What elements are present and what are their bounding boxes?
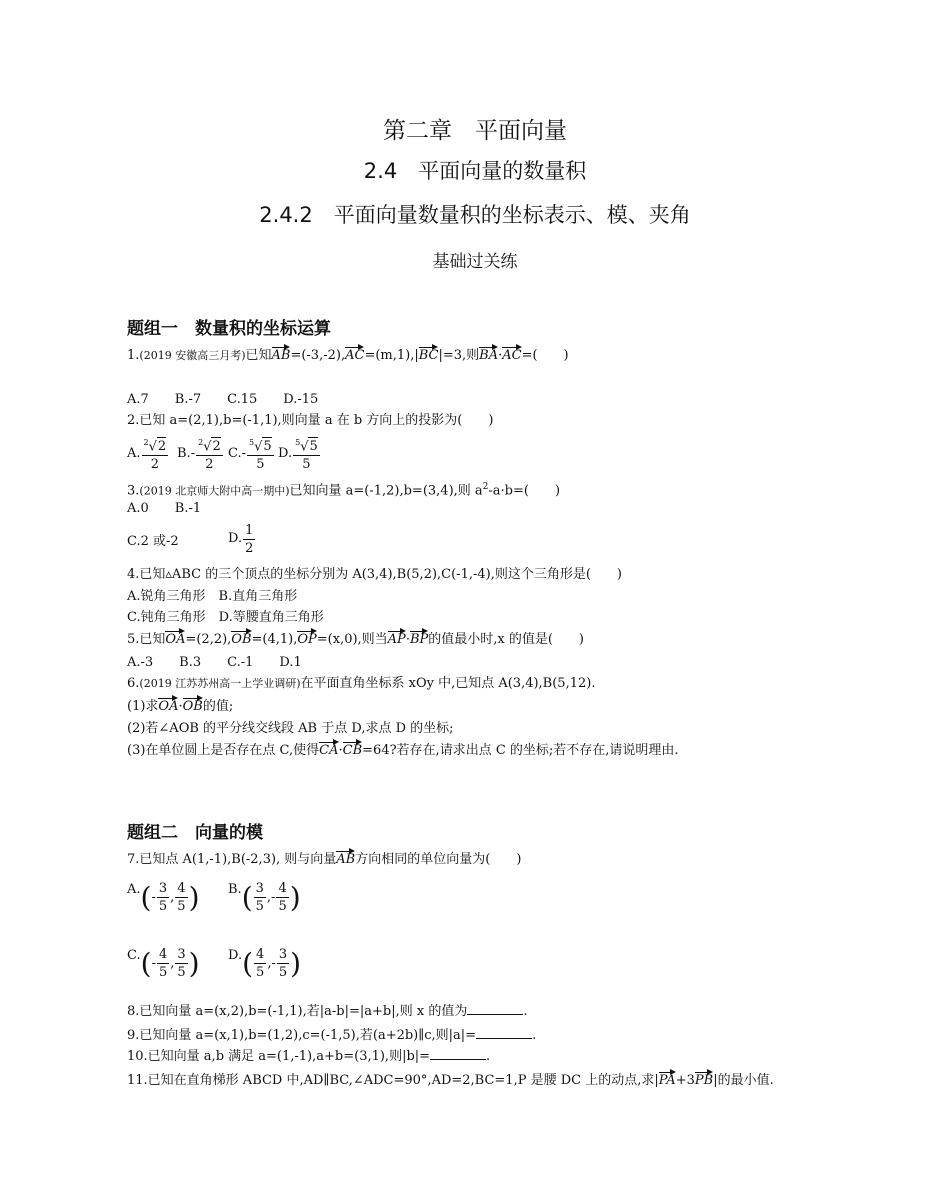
answer-blank[interactable]	[476, 1026, 532, 1039]
numerator: 4	[158, 947, 168, 962]
fraction	[254, 946, 266, 981]
numerator: 3	[255, 881, 264, 896]
denominator: 5	[278, 965, 288, 980]
q3-options-cd	[127, 522, 327, 564]
q3-text: -a·b=( )	[488, 483, 561, 499]
q7-option-c: C. ( - $\frac{4}{5}$ , $\frac{3}{5}$ )	[127, 946, 200, 980]
q1-text: =(m,1),|	[364, 348, 419, 363]
q1-text: =( )	[521, 348, 569, 363]
q1-number: 1.	[127, 348, 140, 363]
fraction	[175, 946, 187, 981]
denominator: 5	[256, 457, 265, 473]
numerator: 4	[256, 947, 265, 962]
option-sign: -	[241, 446, 247, 461]
radical-index: 5	[249, 438, 255, 447]
radicand: 5	[263, 439, 272, 455]
denominator: 5	[278, 899, 287, 914]
numerator: 3	[177, 947, 186, 962]
radicand: 2	[157, 439, 167, 455]
q2-option-c	[228, 434, 275, 473]
group2-title: 题组二 向量的模	[127, 823, 263, 843]
option-label: C.	[228, 446, 242, 461]
q1-options: A.7 B.-7 C.15 D.-15	[127, 392, 319, 407]
denominator: 5	[302, 457, 311, 473]
fraction	[157, 880, 169, 915]
q10-text: 10.已知向量 a,b 满足 a=(1,-1),a+b=(3,1),则|b|=	[127, 1049, 431, 1064]
q3-options-ab: A.0 B.-1	[127, 501, 202, 516]
vector-op: OP	[297, 628, 316, 648]
q3-number: 3.	[127, 483, 140, 499]
q10-text: .	[486, 1049, 491, 1064]
question-1	[127, 344, 569, 366]
numerator: 3	[158, 881, 168, 896]
denominator: 5	[158, 965, 168, 980]
dot-operator: ·	[178, 699, 183, 714]
q9-text: .	[532, 1028, 537, 1043]
group1-title: 题组一 数量积的坐标运算	[127, 319, 331, 339]
question-6	[127, 674, 595, 694]
chapter-title: 第二章 平面向量	[383, 118, 567, 144]
q3-superscript: 2	[482, 482, 489, 492]
question-11	[127, 1069, 774, 1091]
radical-index: 2	[143, 438, 149, 447]
question-10	[127, 1047, 490, 1067]
denominator: 5	[177, 899, 186, 914]
denominator: 2	[245, 541, 254, 556]
q6-part-1	[127, 695, 233, 717]
q5-text: 的值最小时,x 的值是( )	[428, 632, 585, 647]
comma: ,	[170, 890, 175, 905]
vector-ob: OB	[183, 695, 203, 715]
numerator: 4	[177, 881, 186, 896]
q7-options	[127, 880, 387, 990]
vector-ac: AC	[345, 344, 364, 364]
vector-ba: BA	[479, 344, 498, 364]
vector-pa: PA	[659, 1069, 676, 1089]
q3-text: 已知向量 a=(-1,2),b=(3,4),则 a	[289, 483, 483, 499]
q6-part-2: (2)若∠AOB 的平分线交线段 AB 于点 D,求点 D 的坐标;	[127, 721, 454, 736]
vector-oa: OA	[165, 628, 185, 648]
option-sign: -	[190, 446, 196, 461]
radicand: 5	[309, 439, 318, 455]
question-5	[127, 628, 584, 650]
q1-text: =(-3,-2),	[290, 348, 346, 363]
vector-ob: OB	[231, 628, 251, 648]
vector-ap: AP	[388, 628, 406, 648]
q6-3-text: (3)在单位圆上是否存在点 C,使得	[127, 743, 320, 758]
dot-operator: ·	[338, 743, 343, 758]
vector-ab: AB	[336, 848, 355, 868]
q3-option-c: C.2 或-2	[127, 534, 179, 549]
fraction: $\frac{^2√2}{2}$	[142, 434, 169, 473]
option-label: A.	[127, 882, 141, 897]
option-label: D.	[278, 446, 293, 461]
fraction: $\frac{^5√5}{5}$	[247, 434, 274, 473]
question-2: 2.已知 a=(2,1),b=(-1,1),则向量 a 在 b 方向上的投影为( )	[127, 413, 494, 428]
fraction: $\frac{^2√2}{2}$	[196, 434, 223, 473]
fraction	[175, 880, 187, 915]
vector-ac: AC	[502, 344, 521, 364]
fraction	[243, 522, 255, 557]
radical-index: 5	[295, 438, 301, 447]
sign: -	[151, 956, 156, 971]
fraction: $\frac{^5√5}{5}$	[293, 434, 320, 473]
option-label: D.	[228, 948, 243, 963]
dot-operator: ·	[498, 348, 503, 363]
q1-text: 已知	[245, 348, 272, 363]
fraction	[157, 946, 169, 981]
q1-text: |=3,则	[438, 348, 480, 363]
q6-source: (2019 江苏苏州高一上学业调研)	[139, 677, 301, 690]
radicand: 2	[212, 439, 221, 455]
q7-option-b: B. ( $\frac{3}{5}$ , - $\frac{4}{5}$ )	[228, 880, 301, 914]
vector-bp: BP	[410, 628, 428, 648]
comma: ,	[170, 956, 175, 971]
section-title: 2.4 平面向量的数量积	[363, 159, 587, 183]
option-label: B.	[228, 882, 242, 897]
subsection-title: 2.4.2 平面向量数量积的坐标表示、模、夹角	[259, 203, 691, 227]
question-9	[127, 1026, 536, 1046]
option-label: A.	[127, 446, 141, 461]
denominator: 2	[205, 457, 214, 473]
q7-text: 7.已知点 A(1,-1),B(-2,3), 则与向量	[127, 852, 337, 867]
q2-option-a	[127, 434, 169, 473]
q7-text: 方向相同的单位向量为( )	[355, 852, 522, 867]
sign: -	[271, 956, 276, 971]
fraction	[277, 946, 289, 981]
q6-3-text: =64?若存在,请求出点 C 的坐标;若不存在,请说明理由.	[362, 743, 679, 758]
vector-cb: CB	[343, 739, 363, 759]
vector-ca: CA	[319, 739, 338, 759]
q6-text: 在平面直角坐标系 xOy 中,已知点 A(3,4),B(5,12).	[300, 676, 596, 691]
numerator: 3	[278, 947, 288, 962]
q2-option-d	[278, 434, 321, 473]
radical-index: 2	[198, 438, 204, 447]
q9-text: 9.已知向量 a=(x,1),b=(1,2),c=(-1,5),若(a+2b)∥c,则|a|=	[127, 1028, 477, 1043]
numerator: 4	[278, 881, 287, 896]
denominator: 2	[150, 457, 159, 473]
q2-option-b	[177, 434, 224, 473]
level-title: 基础过关练	[432, 252, 518, 272]
q6-1-text: 的值;	[202, 699, 234, 714]
answer-blank[interactable]	[467, 1002, 523, 1015]
vector-bc: BC	[419, 344, 439, 364]
comma: ,	[267, 956, 272, 971]
q3-option-d	[228, 522, 256, 557]
q6-1-text: (1)求	[127, 699, 159, 714]
q4-options-ab: A.锐角三角形 B.直角三角形	[127, 589, 298, 604]
q2-options	[127, 434, 427, 478]
q7-option-a: A. ( - $\frac{3}{5}$ , $\frac{4}{5}$ )	[127, 880, 200, 914]
option-label: C.	[127, 948, 141, 963]
q6-number: 6.	[127, 676, 140, 691]
q1-source: (2019 安徽高三月考)	[139, 349, 246, 362]
q5-text: =(2,2),	[185, 632, 232, 647]
fraction	[276, 880, 288, 915]
denominator: 5	[158, 899, 168, 914]
q4-options-cd: C.钝角三角形 D.等腰直角三角形	[127, 610, 324, 625]
numerator: 1	[245, 523, 254, 538]
answer-blank[interactable]	[430, 1047, 486, 1060]
question-8	[127, 1002, 527, 1022]
q5-text: 5.已知	[127, 632, 166, 647]
question-3	[127, 477, 560, 501]
comma: ,	[266, 890, 272, 905]
q6-part-3	[127, 739, 679, 761]
vector-ab: AB	[272, 344, 291, 364]
sign: -	[271, 890, 276, 905]
vector-pb: PB	[695, 1069, 713, 1089]
q3-source: (2019 北京师大附中高一期中)	[139, 484, 290, 498]
denominator: 5	[256, 965, 265, 980]
q5-text: =(4,1),	[251, 632, 298, 647]
denominator: 5	[177, 965, 186, 980]
option-label: B.	[177, 446, 191, 461]
q11-text: 11.已知在直角梯形 ABCD 中,AD∥BC,∠ADC=90°,AD=2,BC=1,P 是腰 DC 上的动点,求|	[127, 1073, 659, 1088]
q7-option-d: D. ( $\frac{4}{5}$ , - $\frac{3}{5}$ )	[228, 946, 302, 980]
q5-options: A.-3 B.3 C.-1 D.1	[127, 655, 302, 670]
vector-oa: OA	[158, 695, 178, 715]
q11-text: +3	[675, 1073, 695, 1088]
q5-text: =(x,0),则当	[316, 632, 388, 647]
fraction	[254, 880, 266, 915]
question-7	[127, 848, 521, 870]
q11-text: |的最小值.	[713, 1073, 774, 1088]
q8-text: 8.已知向量 a=(x,2),b=(-1,1),若|a-b|=|a+b|,则 x 的值为	[127, 1004, 468, 1019]
question-4: 4.已知▵ABC 的三个顶点的坐标分别为 A(3,4),B(5,2),C(-1,-4),则这个三角形是( )	[127, 567, 622, 582]
option-label: D.	[228, 531, 243, 546]
q8-text: .	[523, 1004, 528, 1019]
dot-operator: ·	[405, 632, 410, 647]
denominator: 5	[255, 899, 264, 914]
sign: -	[151, 890, 156, 905]
